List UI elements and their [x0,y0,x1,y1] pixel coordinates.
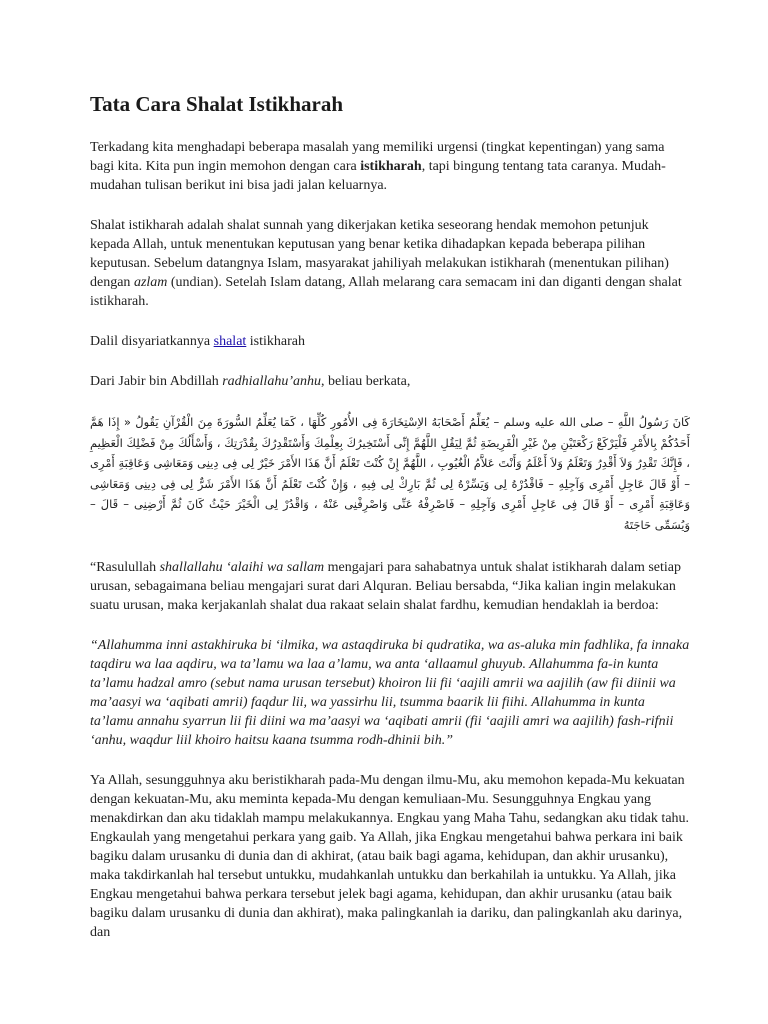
hadith-translation-paragraph [90,558,690,615]
intro-text-after: , tapi bingung tentang tata caranya. Mudah-mudahan tulisan berikut ini bisa jadi jalan keluarnya. [90,159,666,193]
definition-text-after: (undian). Setelah Islam datang, Allah melarang cara semacam ini dan diganti dengan shalat istikharah. [90,275,682,309]
doa-latin-paragraph: “Allahumma inni astakhiruka bi ‘ilmika, wa astaqdiruka bi qudratika, wa as-aluka min fadhlika, fa innaka taqdiru wa laa aqdiru, wa ta’lamu wa laa a’lamu, wa anta ‘allaamul ghuyub. Allahumma fa-in kunta ta’lamu hadzal amro (sebut nama urusan tersebut) khoiron lii fii ‘aajili amrii wa aajilih (aw fii diinii wa ma’aasyi wa ‘aqibati amrii) faqdur lii, wa yassirhu lii, tsumma baarik lii fiihi. Allahumma in kunta ta’lamu annahu syarrun lii fii diini wa ma’aasyi wa ‘aqibati amrii (fii ‘aajili amri wa aajilih) fash-rifnii ‘anhu, waqdur liil khoiro haitsu kaana tsumma rodh-dhinii bih.” [90,638,690,748]
doa-translation-paragraph: Ya Allah, sesungguhnya aku beristikharah pada-Mu dengan ilmu-Mu, aku memohon kepada-Mu kekuatan dengan kekuatan-Mu, aku meminta kepada-Mu dengan kemuliaan-Mu. Sesungguhnya Engkau yang menakdirkan dan aku tidaklah mampu melakukannya. Engkau yang Maha Tahu, sedangkan aku tidak tahu. Engkaulah yang mengetahui perkara yang gaib. Ya Allah, jika Engkau mengetahui bahwa perkara ini baik bagiku dalam urusanku di dunia dan di akhirat, (atau baik bagi agama, kehidupan, dan akhir urusanku), maka takdirkanlah hal tersebut untukku, mudahkanlah untukku dan berkahilah ia untukku. Ya Allah, jika Engkau mengetahui bahwa perkara tersebut jelek bagi agama, kehidupan, dan akhir urusanku (atau baik bagiku dalam urusanku di dunia dan akhirat), maka palingkanlah ia dariku, dan palingkanlah aku darinya, dan [90,773,690,940]
dalil-paragraph [90,332,690,351]
narrator-paragraph [90,372,690,391]
narrator-text-before: Dari Jabir bin Abdillah [90,374,223,389]
dalil-text-after: istikharah [246,334,306,349]
intro-paragraph [90,138,690,195]
hadith-translation-after: mengajari para sahabatnya untuk shalat istikharah dalam setiap urusan, sebagaimana beliau mengajari surat dari Alquran. Beliau bersabda, “Jika kalian ingin melakukan suatu urusan, maka kerjakanlah shalat dua rakaat selain shalat fardhu, kemudian hendaklah ia berdoa: [90,560,681,613]
intro-text-before: Terkadang kita menghadapi beberapa masalah yang memiliki urgensi (tingkat kepentingan) yang sama bagi kita. Kita pun ingin memohon dengan cara [90,140,665,174]
page-title: Tata Cara Shalat Istikharah [90,92,344,116]
hadith-translation-before: “Rasulullah [90,560,160,575]
narrator-text-after: , beliau berkata, [320,374,411,389]
narrator-italic: radhiallahu’anhu [222,374,321,389]
article [90,90,690,963]
intro-bold-term: istikharah [360,159,422,174]
dalil-text-before: Dalil disyariatkannya [90,334,214,349]
definition-text-before: Shalat istikharah adalah shalat sunnah yang dikerjakan ketika seseorang hendak memohon petunjuk kepada Allah, untuk menentukan keputusan yang benar ketika dihadapkan kepada beberapa pilihan keputusan. Sebelum datangnya Islam, masyarakat jahiliyah melakukan istikharah (menentukan pilihan) dengan [90,218,669,290]
definition-italic-term: azlam [133,275,168,290]
shalat-link[interactable]: shalat [213,334,247,349]
hadith-translation-italic: shallallahu ‘alaihi wa sallam [159,560,325,575]
definition-paragraph [90,216,690,311]
arabic-hadith: كَانَ رَسُولُ اللَّهِ – صلى الله عليه وسلم – يُعَلِّمُ أَصْحَابَهُ الاِسْتِخَارَةَ فِى الأُمُورِ كُلِّهَا ، كَمَا يُعَلِّمُ السُّورَةَ مِنَ الْقُرْآنِ يَقُولُ « إِذَا هَمَّ أَحَدُكُمْ بِالأَمْرِ فَلْيَرْكَعْ رَكْعَتَيْنِ مِنْ غَيْرِ الْفَرِيضَةِ ثُمَّ لِيَقُلِ اللَّهُمَّ إِنِّى أَسْتَخِيرُكَ بِعِلْمِكَ وَأَسْتَقْدِرُكَ بِقُدْرَتِكَ ، وَأَسْأَلُكَ مِنْ فَضْلِكَ الْعَظِيمِ ، فَإِنَّكَ تَقْدِرُ وَلاَ أَقْدِرُ وَتَعْلَمُ وَلاَ أَعْلَمُ وَأَنْتَ عَلاَّمُ الْغُيُوبِ ، اللَّهُمَّ إِنْ كُنْتَ تَعْلَمُ أَنَّ هَذَا الأَمْرَ خَيْرٌ لِى فِى دِينِى وَمَعَاشِى وَعَاقِبَةِ أَمْرِى – أَوْ قَالَ عَاجِلِ أَمْرِى وَآجِلِهِ – فَاقْدُرْهُ لِى وَيَسِّرْهُ لِى ثُمَّ بَارِكْ لِى فِيهِ ، وَإِنْ كُنْتَ تَعْلَمُ أَنَّ هَذَا الأَمْرَ شَرٌّ لِى فِى دِينِى وَمَعَاشِى وَعَاقِبَةِ أَمْرِى – أَوْ قَالَ فِى عَاجِلِ أَمْرِى وَآجِلِهِ – فَاصْرِفْهُ عَنِّى وَاصْرِفْنِى عَنْهُ ، وَاقْدُرْ لِى الْخَيْرَ حَيْثُ كَانَ ثُمَّ أَرْضِنِى – قَالَ – وَيُسَمِّى حَاجَتَهُ [90,415,690,532]
